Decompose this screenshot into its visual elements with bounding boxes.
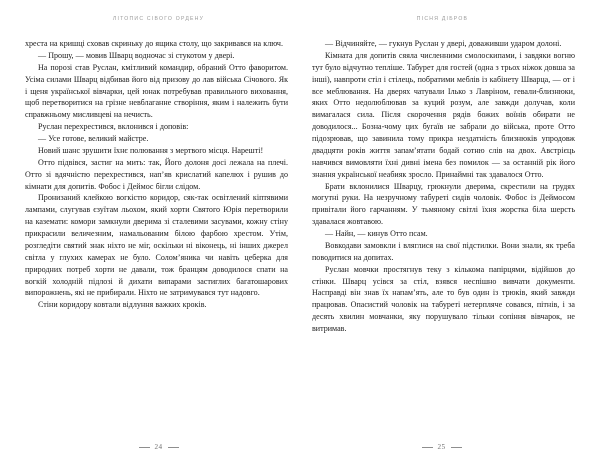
right-page: [300, 0, 600, 468]
paragraph: Брати вклонилися Шварцу, грюкнули дверима, скрестили на грудях могутні руки. На незручному табуреті сидів чоловік. Фобос із Деймосом привітали його гарчанням. У тьмяному світлі їхня жорстка біла шерсть здавалася жовтавою.: [312, 181, 575, 227]
paragraph: Руслан перехрестився, вклонився і доповів:: [38, 122, 189, 132]
paragraph: Стіни коридору ковтали відлуння важких кроків.: [38, 300, 207, 310]
right-page-text: [312, 38, 575, 434]
paragraph: Кімната для допитів сяяла численними смолоскипами, і завдяки вогню тут було відчутно тепліше. Табурет для гостей (одна з трьох ніжок довша за інші), навпроти стіл і стілець, побратими меблів із кабінету Шварца, — от і все меблювання. На дверях чатували Ілько з Лавріном, гевали-близнюки, яких Отто недолюблював за куций розум, але завжди долучав, коли вимагалася сила. Після скорочення рядів божих воїнів обирати не доводилося... Бозна-чому цих бугаїв не забрали до війська, проте Отто підозрював, що завинила тому прикра нездатність близнюків упродовж двадцяти років життя запам’ятати бодай сотню слів на двох. Австрієць навчився вимовляти їхні дивні імена без помилок — за останній рік його знання української неабияк зросло. Принаймні так здавалося Отто.: [312, 50, 575, 179]
right-running-head: ПІСНЯ ДІБРОВ: [416, 16, 469, 22]
paragraph: Руслан мовчки простягнув теку з кількома папірцями, відійшов до стінки. Шварц усівся за стіл, взявся неспішно вивчати документи. Насправді він знав їх напам’ять, але то був один із трюків, який завжди працював. Опасистий чоловік на табуреті нетерпляче совався, пітнів, і за десять хвилин мовчанки, яку порушувало тільки сопіння вівчарок, не витримав.: [312, 264, 575, 333]
page-number: 24: [154, 443, 163, 451]
paragraph: — Найн, — кинув Отто псам.: [325, 229, 428, 238]
left-page-text: [25, 38, 288, 434]
folio-rule-left-icon: [139, 447, 150, 448]
paragraph: — Прошу, — мовив Шварц водночас зі стукотом у двері.: [38, 50, 235, 60]
paragraph: Пронизаний клейкою вогкістю коридор, сяк-так освітлений кіптявими лампами, слугував єзуїтам льохом, який хорти Святого Юрія перетворили на каземати: комори замкнули дверима зі сталевими засувами, кожну стіну прикрасили величезним, намальованим білою фарбою хрестом. Утім, розгледіти святий знак ніхто не міг, оскільки ні віконець, ні інших джерел світла у глухих камерах не було. Солом’яника чи навіть цеберка для природних потреб хорти не давали, тож бранцям доводилося спати на вогкій холодній підлозі й дихати випарами застиглих багатошарових випорожнень, які не прибирали. Ніхто не затримувався тут надовго.: [25, 193, 288, 298]
paragraph: Вовкодави замовкли і вляглися на свої підстилки. Вони знали, як треба поводитися на допитах.: [312, 240, 575, 262]
paragraph: Отто підвівся, застиг на мить: так, Його долоня досі лежала на плечі. Отто зі вдячністю перехрестився, нап’яв крислатий капелюх і рушив до кімнати для допитів. Фобос і Деймос бігли слідом.: [25, 157, 288, 191]
folio-rule-left-icon: [422, 447, 433, 448]
paragraph: — Усе готове, великий майстре.: [38, 134, 149, 143]
folio-rule-right-icon: [168, 447, 179, 448]
folio-rule-right-icon: [451, 447, 462, 448]
left-folio: [25, 434, 288, 460]
paragraph: — Відчиняйте, — гукнув Руслан у двері, доваживши ударом долоні.: [325, 39, 562, 48]
left-running-head: ЛІТОПИС СІВОГО ОРДЕНУ: [112, 16, 205, 22]
paragraph: Новий шанс зрушити їхнє полювання з мертвого місця. Нарешті!: [38, 145, 264, 155]
paragraph: На порозі став Руслан, кмітливий командир, обраний Отто фаворитом. Усіма силами Шварц відбивав його від призову до лав війська Січового. Як і щеня української вівчарки, цей юнак потребував правильного виховання, щоб перетворитися на грізне невблаганне створіння, яким і належить бути справжньому мисливцеві на нечисть.: [25, 62, 288, 120]
paragraph: хреста на кришці сховав скриньку до ящика столу, що закривався на ключ.: [25, 39, 283, 48]
page-number: 25: [437, 443, 446, 451]
right-folio: [312, 434, 575, 460]
